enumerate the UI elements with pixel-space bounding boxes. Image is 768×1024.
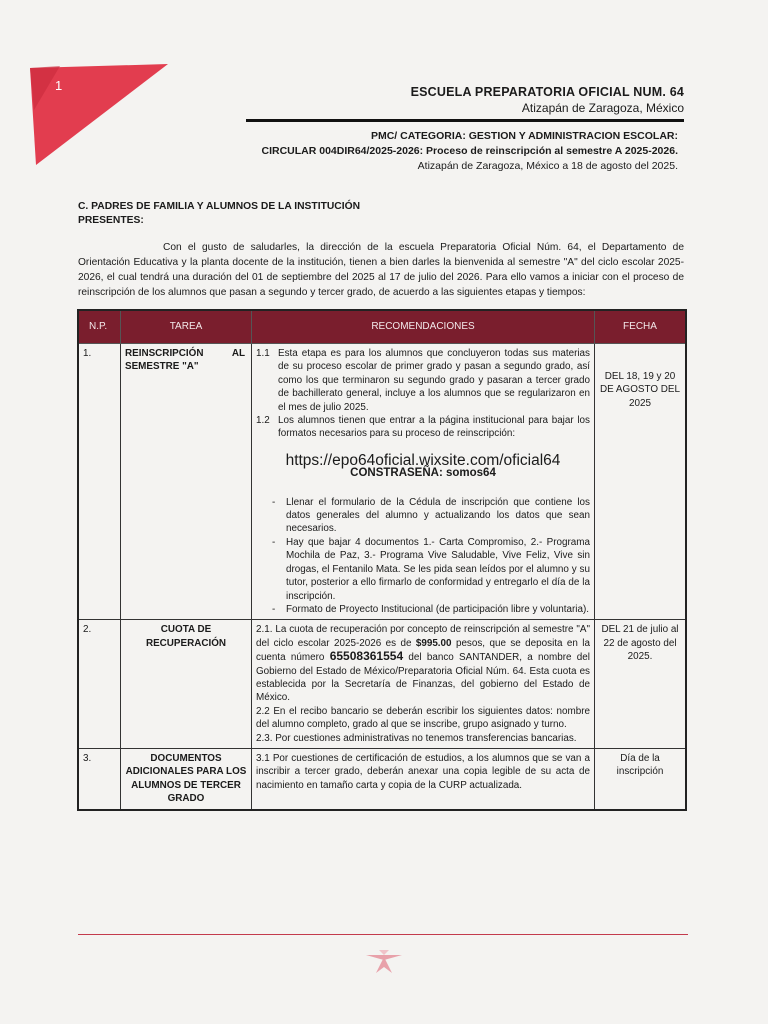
row2-fecha: DEL 21 de julio al 22 de agosto del 2025.	[595, 620, 687, 749]
cuota-text: del banco SANTANDER, a nombre del Gobierno del Estado de México/Preparatoria Oficial Núm. 64. Esta cuota es establecida por la Secretaría de Finanzas, del gobierno del Estado de México.	[256, 652, 590, 704]
circular-line: CIRCULAR 004DIR64/2025-2026: Proceso de reinscripción al semestre A 2025-2026.	[261, 145, 678, 157]
recibo-paragraph: 2.2 En el recibo bancario se deberán escribir los siguientes datos: nombre del alumno completo, grado al que se inscribe, grupo asignado y turno.	[256, 705, 590, 731]
row1-recomendaciones	[252, 344, 595, 620]
bullet-mark: -	[272, 603, 276, 615]
row2-tarea: CUOTA DE RECUPERACIÓN	[121, 620, 252, 749]
institution-url-link[interactable]: https://epo64oficial.wixsite.com/oficial64	[285, 451, 561, 469]
item-number: 1.2	[256, 415, 270, 427]
row2-recomendaciones	[252, 620, 595, 749]
cuota-text: pesos, que se deposita en la cuenta número	[256, 637, 590, 664]
reinscription-table	[77, 309, 687, 811]
bullet-text: Llenar el formulario de la Cédula de inscripción que contiene los datos generales del alumno y actualizando los datos que sean necesarios.	[286, 496, 590, 535]
page-number: 1	[55, 78, 63, 93]
account-number: 65508361554	[329, 649, 404, 664]
cuota-amount: $995.00	[415, 637, 452, 649]
cuota-text: 2.1. La cuota de recuperación por concepto de reinscripción al semestre "A" del ciclo escolar 2025-2026 es de	[256, 624, 590, 649]
item-number: 1.1	[256, 348, 270, 359]
table-row	[78, 748, 686, 809]
password-text: CONSTRASEÑA: somos64	[350, 467, 496, 480]
corner-decoration	[0, 0, 200, 175]
school-city: Atizapán de Zaragoza, México	[521, 101, 684, 115]
header-fecha: FECHA	[595, 310, 687, 344]
circular-heading	[261, 129, 678, 174]
school-header	[411, 85, 684, 115]
bullet-mark: -	[272, 536, 276, 548]
header-rule	[246, 119, 684, 122]
header-tarea: TAREA	[121, 310, 252, 344]
place-date: Atizapán de Zaragoza, México a 18 de agosto del 2025.	[417, 160, 678, 172]
addressee-line: C. PADRES DE FAMILIA Y ALUMNOS DE LA INSTITUCIÓN	[78, 201, 361, 212]
row3-fecha: Día de la inscripción	[595, 748, 687, 809]
footer-rule	[78, 934, 688, 935]
table-header-row	[78, 310, 686, 344]
header-np: N.P.	[78, 310, 121, 344]
school-name: ESCUELA PREPARATORIA OFICIAL NUM. 64	[410, 85, 684, 99]
intro-paragraph: Con el gusto de saludarles, la dirección de la escuela Preparatoria Oficial Núm. 64, el Departamento de Orientación Educativa y la planta docente de la institución, tienen a bien darles la bienvenida al semestre "A" del ciclo escolar 2025-2026, el cual tendrá una duración del 01 de septiembre del 2025 al 17 de julio del 2026. Para ello vamos a iniciar con el proceso de reinscripción de los alumnos que pasan a segundo y tercer grado, de acuerdo a las siguientes etapas y tiempos:	[78, 242, 684, 298]
header-recomendaciones: RECOMENDACIONES	[252, 310, 595, 344]
row2-np: 2.	[78, 620, 121, 749]
bullet-mark: -	[272, 496, 276, 508]
row1-fecha: DEL 18, 19 y 20 DE AGOSTO DEL 2025	[595, 344, 687, 620]
row3-np: 3.	[78, 748, 121, 809]
item-text: Los alumnos tienen que entrar a la página institucional para bajar los formatos necesarios para su proceso de reinscripción:	[278, 415, 590, 440]
presentes-line: PRESENTES:	[78, 215, 144, 226]
cuota-paragraph	[256, 623, 590, 704]
transferencias-paragraph: 2.3. Por cuestiones administrativas no tenemos transferencias bancarias.	[256, 732, 577, 744]
row1-np: 1.	[78, 344, 121, 620]
row3-recomendaciones: 3.1 Por cuestiones de certificación de estudios, a los alumnos que se van a inscribir a tercer grado, deberán anexar una copia legible de su acta de nacimiento en tamaño carta y copia de la CURP actualizada.	[252, 748, 595, 809]
row1-tarea: REINSCRIPCIÓN AL SEMESTRE "A"	[121, 344, 252, 620]
addressee	[78, 200, 360, 228]
bullet-text: Hay que bajar 4 documentos 1.- Carta Compromiso, 2.- Programa Mochila de Paz, 3.- Programa Vive Saludable, Vive Feliz, Vive sin drogas, el Fentanilo Mata. Se les pida sean leídos por el alumno y su tutor, posterior a ello firmarlo de conformidad y entregarlo el día de la inscripción.	[286, 536, 590, 602]
row3-tarea: DOCUMENTOS ADICIONALES PARA LOS ALUMNOS DE TERCER GRADO	[121, 748, 252, 809]
table-row	[78, 344, 686, 620]
category-line: PMC/ CATEGORIA: GESTION Y ADMINISTRACION ESCOLAR:	[370, 130, 678, 142]
bullet-text: Formato de Proyecto Institucional (de participación libre y voluntaria).	[286, 603, 589, 615]
table-row	[78, 620, 686, 749]
footer-logo-icon	[362, 946, 406, 976]
item-text: Esta etapa es para los alumnos que concluyeron todas sus materias de su proceso escolar de primer grado y pasan a segundo grado, así como los que terminaron su segundo grado y pasaran a tercer grado de bachillerato general, incluye a los alumnos que se regularizaron en el mes de julio 2025.	[278, 348, 590, 413]
